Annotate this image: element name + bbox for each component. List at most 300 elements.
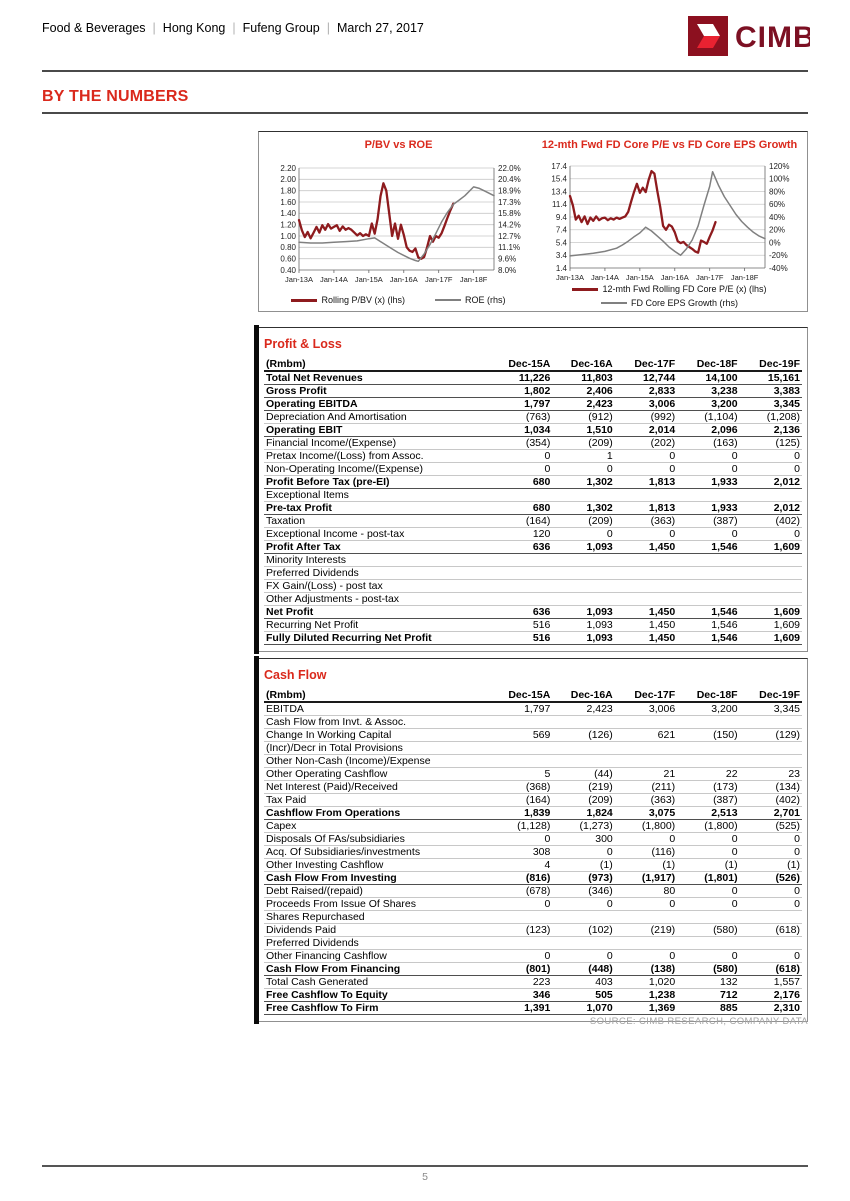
x-tick-label: Jan-17F xyxy=(695,273,723,281)
x-tick-label: Jan-16A xyxy=(389,275,418,284)
cell xyxy=(615,593,677,606)
cell: (1) xyxy=(677,859,739,872)
row-label: FX Gain/(Loss) - post tax xyxy=(264,580,490,593)
row-label: Financial Income/(Expense) xyxy=(264,437,490,450)
cell xyxy=(552,742,614,755)
cell: (1,104) xyxy=(677,411,739,424)
cell xyxy=(677,911,739,924)
cell: 0 xyxy=(615,463,677,476)
cell: 1,450 xyxy=(615,541,677,554)
cell: 2,423 xyxy=(552,398,614,411)
row-label: Net Interest (Paid)/Received xyxy=(264,781,490,794)
cell: 2,310 xyxy=(740,1002,802,1015)
cell: 11,226 xyxy=(490,371,552,385)
cell: 1,813 xyxy=(615,476,677,489)
cell: 1,450 xyxy=(615,632,677,645)
legend-item xyxy=(435,294,506,306)
table-row xyxy=(264,398,802,411)
row-label: Total Cash Generated xyxy=(264,976,490,989)
table-row xyxy=(264,463,802,476)
cell xyxy=(677,580,739,593)
cell: 0 xyxy=(490,463,552,476)
y-left-tick-label: 2.00 xyxy=(279,175,296,185)
logo-wordmark: CIMB xyxy=(735,21,810,54)
column-header: Dec-19F xyxy=(740,689,802,702)
legend-label: ROE (rhs) xyxy=(465,295,506,305)
cell xyxy=(490,937,552,950)
row-label: Other Investing Cashflow xyxy=(264,859,490,872)
table-row xyxy=(264,768,802,781)
table-row xyxy=(264,781,802,794)
chart-legend xyxy=(263,294,534,306)
cell: (580) xyxy=(677,924,739,937)
cell: (1,208) xyxy=(740,411,802,424)
table-row xyxy=(264,729,802,742)
cell: 712 xyxy=(677,989,739,1002)
cell xyxy=(677,742,739,755)
cell: (116) xyxy=(615,846,677,859)
cell xyxy=(615,489,677,502)
legend-swatch xyxy=(601,302,627,304)
cell: 403 xyxy=(552,976,614,989)
cell: (525) xyxy=(740,820,802,833)
row-label: Other Financing Cashflow xyxy=(264,950,490,963)
pe-eps-plot xyxy=(537,162,803,281)
cell: 3,075 xyxy=(615,807,677,820)
cell: 21 xyxy=(615,768,677,781)
cell: (209) xyxy=(552,437,614,450)
row-label: (Incr)/Decr in Total Provisions xyxy=(264,742,490,755)
cell xyxy=(740,567,802,580)
cell xyxy=(490,911,552,924)
cell: (1) xyxy=(615,859,677,872)
y-right-tick-label: 8.0% xyxy=(497,265,516,275)
cell: 223 xyxy=(490,976,552,989)
cell xyxy=(552,593,614,606)
cash-flow-panel xyxy=(258,658,808,1022)
cell: 1,238 xyxy=(615,989,677,1002)
cell: (801) xyxy=(490,963,552,976)
row-label: Shares Repurchased xyxy=(264,911,490,924)
cell xyxy=(677,554,739,567)
cell: (219) xyxy=(615,924,677,937)
cell: 308 xyxy=(490,846,552,859)
row-label: Cashflow From Operations xyxy=(264,807,490,820)
cell: 1,797 xyxy=(490,702,552,716)
cell xyxy=(490,716,552,729)
cell xyxy=(740,755,802,768)
table-row xyxy=(264,567,802,580)
cell: (129) xyxy=(740,729,802,742)
y-left-tick-label: 1.4 xyxy=(555,264,567,274)
cell xyxy=(677,937,739,950)
cell: 1,450 xyxy=(615,619,677,632)
chart-pbv-vs-roe xyxy=(263,137,534,309)
cell xyxy=(552,489,614,502)
y-left-tick-label: 7.4 xyxy=(555,225,567,235)
cell: 1,093 xyxy=(552,541,614,554)
table-row xyxy=(264,937,802,950)
column-header: Dec-15A xyxy=(490,689,552,702)
cell: (402) xyxy=(740,794,802,807)
column-header: Dec-17F xyxy=(615,689,677,702)
cell: 22 xyxy=(677,768,739,781)
row-label: Cash Flow from Invt. & Assoc. xyxy=(264,716,490,729)
y-right-tick-label: 22.0% xyxy=(497,164,521,173)
cimb-logo xyxy=(688,15,810,62)
cell xyxy=(740,580,802,593)
cell: 1,093 xyxy=(552,632,614,645)
cell: 505 xyxy=(552,989,614,1002)
cell: 1,824 xyxy=(552,807,614,820)
row-label: Fully Diluted Recurring Net Profit xyxy=(264,632,490,645)
table-row xyxy=(264,424,802,437)
cell xyxy=(552,554,614,567)
row-label: Cash Flow From Investing xyxy=(264,872,490,885)
cell: (202) xyxy=(615,437,677,450)
row-label: Change In Working Capital xyxy=(264,729,490,742)
table-row xyxy=(264,450,802,463)
cell xyxy=(677,755,739,768)
table-row xyxy=(264,898,802,911)
cell: 680 xyxy=(490,502,552,515)
cell xyxy=(490,742,552,755)
cell: (580) xyxy=(677,963,739,976)
cell: (363) xyxy=(615,515,677,528)
cell: (164) xyxy=(490,794,552,807)
cell: 0 xyxy=(740,950,802,963)
cell xyxy=(552,716,614,729)
cell: 0 xyxy=(677,846,739,859)
breadcrumb xyxy=(42,21,424,35)
cell: (1) xyxy=(740,859,802,872)
cell: 3,238 xyxy=(677,385,739,398)
cell: 2,513 xyxy=(677,807,739,820)
cell: 1,391 xyxy=(490,1002,552,1015)
y-right-tick-label: 0% xyxy=(768,238,781,248)
y-right-tick-label: 80% xyxy=(768,187,785,197)
cell: 680 xyxy=(490,476,552,489)
cell: 4 xyxy=(490,859,552,872)
table-row xyxy=(264,411,802,424)
row-label: Exceptional Items xyxy=(264,489,490,502)
cell: 0 xyxy=(740,846,802,859)
y-left-tick-label: 11.4 xyxy=(551,200,567,210)
cell: 1,020 xyxy=(615,976,677,989)
cell: 0 xyxy=(740,528,802,541)
y-left-tick-label: 1.20 xyxy=(279,220,296,230)
cell: 2,406 xyxy=(552,385,614,398)
cell: 1,609 xyxy=(740,606,802,619)
cell xyxy=(740,489,802,502)
cell xyxy=(615,716,677,729)
cell: 885 xyxy=(677,1002,739,1015)
row-label: EBITDA xyxy=(264,702,490,716)
x-tick-label: Jan-18F xyxy=(459,275,487,284)
cell: (678) xyxy=(490,885,552,898)
cell: (102) xyxy=(552,924,614,937)
row-label: Exceptional Income - post-tax xyxy=(264,528,490,541)
table-row xyxy=(264,515,802,528)
y-right-tick-label: 9.6% xyxy=(497,254,516,264)
cell xyxy=(552,580,614,593)
cell: (150) xyxy=(677,729,739,742)
cell: (526) xyxy=(740,872,802,885)
cell xyxy=(740,937,802,950)
row-label: Dividends Paid xyxy=(264,924,490,937)
table-row xyxy=(264,476,802,489)
cell: 2,701 xyxy=(740,807,802,820)
cell xyxy=(740,593,802,606)
cell: 636 xyxy=(490,541,552,554)
cell xyxy=(740,554,802,567)
row-label: Net Profit xyxy=(264,606,490,619)
cell: 14,100 xyxy=(677,371,739,385)
cell: 3,200 xyxy=(677,702,739,716)
x-tick-label: Jan-15A xyxy=(625,273,654,281)
cell: (123) xyxy=(490,924,552,937)
y-right-tick-label: 40% xyxy=(768,213,785,223)
row-label: Operating EBITDA xyxy=(264,398,490,411)
chart-pe-vs-eps-growth xyxy=(534,137,805,309)
cell: 0 xyxy=(552,846,614,859)
cell: 0 xyxy=(552,528,614,541)
cell: 5 xyxy=(490,768,552,781)
table-row xyxy=(264,606,802,619)
cell: 0 xyxy=(740,450,802,463)
cell: (126) xyxy=(552,729,614,742)
table-row xyxy=(264,702,802,716)
cell: 1,450 xyxy=(615,606,677,619)
x-tick-label: Jan-16A xyxy=(660,273,689,281)
cell: (1,800) xyxy=(615,820,677,833)
y-right-tick-label: 20.4% xyxy=(497,175,521,185)
cell: 0 xyxy=(677,950,739,963)
table-row xyxy=(264,807,802,820)
row-label: Preferred Dividends xyxy=(264,567,490,580)
row-label: Free Cashflow To Firm xyxy=(264,1002,490,1015)
column-header: Dec-16A xyxy=(552,689,614,702)
cell: 3,006 xyxy=(615,702,677,716)
cell: 1,510 xyxy=(552,424,614,437)
cell xyxy=(615,567,677,580)
row-label: Gross Profit xyxy=(264,385,490,398)
cell xyxy=(490,567,552,580)
x-tick-label: Jan-13A xyxy=(284,275,313,284)
cell xyxy=(490,755,552,768)
cell: 636 xyxy=(490,606,552,619)
unit-label: (Rmbm) xyxy=(264,689,490,702)
cell: (1,128) xyxy=(490,820,552,833)
row-label: Tax Paid xyxy=(264,794,490,807)
breadcrumb-category: Food & Beverages xyxy=(42,21,146,35)
cell: 132 xyxy=(677,976,739,989)
cell: 1,797 xyxy=(490,398,552,411)
column-header: Dec-16A xyxy=(552,358,614,371)
cell: 15,161 xyxy=(740,371,802,385)
legend-label: 12-mth Fwd Rolling FD Core P/E (x) (lhs) xyxy=(602,284,767,294)
cell: 621 xyxy=(615,729,677,742)
cell: 0 xyxy=(740,463,802,476)
cell: 1 xyxy=(552,450,614,463)
y-left-tick-label: 1.80 xyxy=(279,186,296,196)
cell: 0 xyxy=(615,833,677,846)
table-row xyxy=(264,502,802,515)
cell: (163) xyxy=(677,437,739,450)
table-row xyxy=(264,859,802,872)
cell: (1,273) xyxy=(552,820,614,833)
cell xyxy=(615,755,677,768)
table-row xyxy=(264,554,802,567)
cell: (763) xyxy=(490,411,552,424)
cell xyxy=(740,716,802,729)
x-tick-label: Jan-14A xyxy=(590,273,619,281)
cell: 0 xyxy=(740,898,802,911)
row-label: Free Cashflow To Equity xyxy=(264,989,490,1002)
y-right-tick-label: -40% xyxy=(768,264,788,274)
cell: 0 xyxy=(740,833,802,846)
row-label: Other Adjustments - post-tax xyxy=(264,593,490,606)
legend-item xyxy=(291,294,405,306)
y-right-tick-label: 120% xyxy=(768,162,789,172)
cell: 516 xyxy=(490,632,552,645)
table-row xyxy=(264,950,802,963)
cell: 1,302 xyxy=(552,476,614,489)
row-label: Total Net Revenues xyxy=(264,371,490,385)
cell xyxy=(490,554,552,567)
cell xyxy=(740,911,802,924)
legend-item xyxy=(601,297,738,309)
cell: (1,917) xyxy=(615,872,677,885)
cell: 0 xyxy=(552,463,614,476)
table-header-row xyxy=(264,358,802,371)
cell xyxy=(552,911,614,924)
cell: 0 xyxy=(490,950,552,963)
cell: 1,302 xyxy=(552,502,614,515)
cell: 1,609 xyxy=(740,619,802,632)
y-left-tick-label: 5.4 xyxy=(555,238,567,248)
chart-legend xyxy=(534,283,805,309)
table-row xyxy=(264,437,802,450)
cell: (402) xyxy=(740,515,802,528)
table-row xyxy=(264,794,802,807)
cell: (912) xyxy=(552,411,614,424)
cell xyxy=(677,716,739,729)
cell xyxy=(615,580,677,593)
cell: (354) xyxy=(490,437,552,450)
cell: 3,345 xyxy=(740,398,802,411)
cell: 1,813 xyxy=(615,502,677,515)
cell: (618) xyxy=(740,924,802,937)
cell: 2,423 xyxy=(552,702,614,716)
cell xyxy=(677,489,739,502)
cell: 2,012 xyxy=(740,476,802,489)
row-label: Profit After Tax xyxy=(264,541,490,554)
cell: (134) xyxy=(740,781,802,794)
row-label: Proceeds From Issue Of Shares xyxy=(264,898,490,911)
y-right-tick-label: 12.7% xyxy=(497,231,521,241)
cell xyxy=(615,937,677,950)
cell: (368) xyxy=(490,781,552,794)
profit-loss-table xyxy=(264,358,802,645)
row-label: Cash Flow From Financing xyxy=(264,963,490,976)
cell: 0 xyxy=(615,898,677,911)
charts-panel xyxy=(258,131,808,312)
row-label: Pre-tax Profit xyxy=(264,502,490,515)
column-header: Dec-18F xyxy=(677,689,739,702)
cell: 0 xyxy=(677,885,739,898)
cell: 23 xyxy=(740,768,802,781)
table-row xyxy=(264,911,802,924)
table-title: Cash Flow xyxy=(264,668,327,682)
profit-loss-panel xyxy=(258,327,808,652)
row-label: Acq. Of Subsidiaries/investments xyxy=(264,846,490,859)
cell: (1) xyxy=(552,859,614,872)
cell xyxy=(490,593,552,606)
cell: (1,800) xyxy=(677,820,739,833)
table-row xyxy=(264,820,802,833)
cell: 1,933 xyxy=(677,476,739,489)
breadcrumb-separator: | xyxy=(326,21,330,35)
cell: 1,839 xyxy=(490,807,552,820)
y-left-tick-label: 0.60 xyxy=(279,254,296,264)
cell: 2,176 xyxy=(740,989,802,1002)
legend-item xyxy=(572,283,766,295)
cell: 0 xyxy=(615,528,677,541)
table-row xyxy=(264,541,802,554)
table-row xyxy=(264,755,802,768)
cell: 1,802 xyxy=(490,385,552,398)
cell: 2,012 xyxy=(740,502,802,515)
cell: (211) xyxy=(615,781,677,794)
cell: 0 xyxy=(552,898,614,911)
table-header-row xyxy=(264,689,802,702)
unit-label: (Rmbm) xyxy=(264,358,490,371)
y-right-tick-label: 14.2% xyxy=(497,220,521,230)
cell: 3,383 xyxy=(740,385,802,398)
cell: 120 xyxy=(490,528,552,541)
cimb-logo-graphic xyxy=(688,15,810,57)
cell xyxy=(552,567,614,580)
legend-swatch xyxy=(572,288,598,291)
cell: 3,200 xyxy=(677,398,739,411)
cell: 2,833 xyxy=(615,385,677,398)
cell: 0 xyxy=(490,450,552,463)
y-right-tick-label: 17.3% xyxy=(497,197,521,207)
cell: 1,093 xyxy=(552,619,614,632)
chart-title: P/BV vs ROE xyxy=(364,139,433,151)
legend-swatch xyxy=(291,299,317,302)
y-right-tick-label: 100% xyxy=(768,174,789,184)
cell: (618) xyxy=(740,963,802,976)
cell: (973) xyxy=(552,872,614,885)
cell: (209) xyxy=(552,515,614,528)
cell xyxy=(552,937,614,950)
cell: 0 xyxy=(677,463,739,476)
row-label: Disposals Of FAs/subsidiaries xyxy=(264,833,490,846)
table-row xyxy=(264,632,802,645)
cell xyxy=(615,554,677,567)
x-tick-label: Jan-18F xyxy=(730,273,758,281)
cell: 516 xyxy=(490,619,552,632)
cell: 1,546 xyxy=(677,619,739,632)
cell: (164) xyxy=(490,515,552,528)
column-header: Dec-18F xyxy=(677,358,739,371)
source-note: SOURCE: CIMB RESEARCH, COMPANY DATA xyxy=(589,1016,808,1027)
cell: 1,609 xyxy=(740,541,802,554)
section-divider xyxy=(42,112,808,114)
cell: 2,096 xyxy=(677,424,739,437)
